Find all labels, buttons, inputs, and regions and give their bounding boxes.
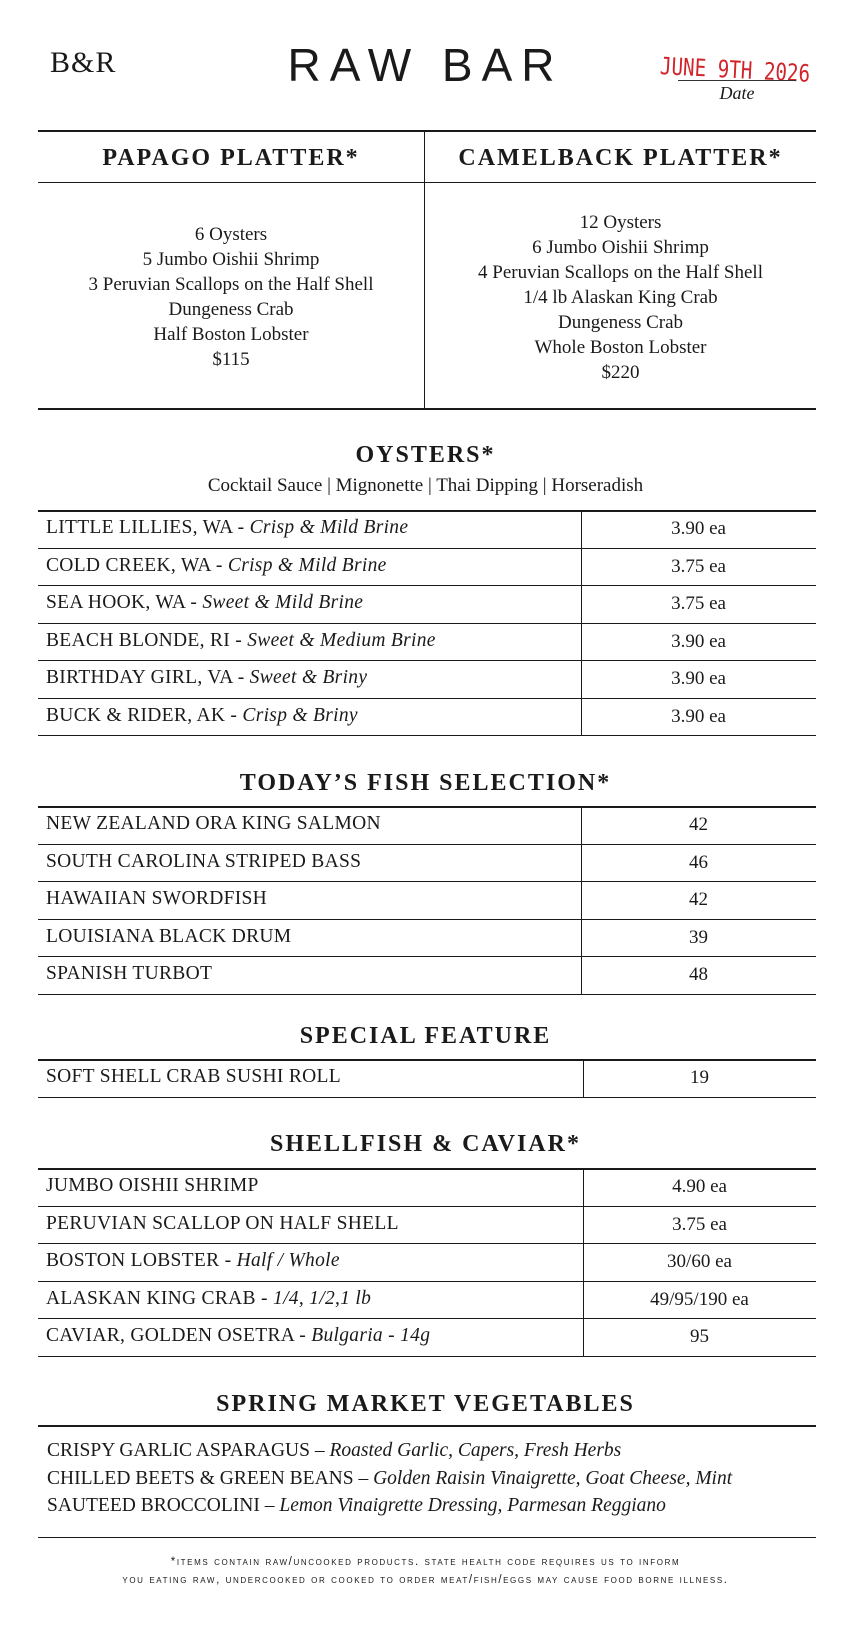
fish-item-name xyxy=(46,851,361,873)
item-name: BUCK & RIDER, AK xyxy=(46,704,226,726)
date-label: Date xyxy=(719,83,755,103)
item-description: Bulgaria - 14g xyxy=(311,1325,431,1346)
item-description: Half / Whole xyxy=(236,1250,340,1271)
item-separator: – xyxy=(309,1440,330,1461)
fish-item-price: 42 xyxy=(689,814,708,835)
date-stamp: JUNE 9TH 2026 xyxy=(659,52,811,88)
special-top-rule xyxy=(38,1059,816,1061)
fish-row-rule xyxy=(38,844,816,845)
oysters-row-rule xyxy=(38,735,816,736)
platter-item: 6 Oysters xyxy=(194,224,268,245)
platter-item: Whole Boston Lobster xyxy=(534,337,707,358)
item-name: SOFT SHELL CRAB SUSHI ROLL xyxy=(46,1066,341,1087)
item-description: Sweet & Medium Brine xyxy=(247,629,436,651)
footer-disclaimer-line-1: *items contain raw/uncooked products. state health code requires us to inform xyxy=(170,1556,681,1568)
platters-top-rule xyxy=(38,130,816,132)
item-name: CHILLED BEETS & GREEN BEANS xyxy=(47,1467,354,1489)
platter-item: 3 Peruvian Scallops on the Half Shell xyxy=(88,274,374,295)
shellfish-row-rule xyxy=(38,1356,816,1357)
item-name: COLD CREEK, WA xyxy=(46,554,211,576)
oysters-sauces: Cocktail Sauce | Mignonette | Thai Dipping | Horseradish xyxy=(207,475,644,496)
item-description: Crisp & Mild Brine xyxy=(227,554,387,576)
vegetables-top-rule xyxy=(38,1425,816,1427)
item-separator: - xyxy=(219,1250,237,1271)
item-name: SEA HOOK, WA xyxy=(46,592,186,613)
shellfish-row-rule xyxy=(38,1318,816,1319)
oysters-item-name xyxy=(46,667,367,689)
item-name: ALASKAN KING CRAB xyxy=(46,1287,256,1309)
shellfish-item-price: 3.75 ea xyxy=(672,1213,727,1235)
shellfish-item-name xyxy=(46,1325,430,1347)
shellfish-item-name xyxy=(46,1213,399,1235)
footer-disclaimer-line-2: you eating raw, undercooked or cooked to order meat/fish/eggs may cause food borne illness. xyxy=(122,1574,729,1586)
vegetable-item xyxy=(47,1495,666,1517)
item-name: JUMBO OISHII SHRIMP xyxy=(46,1175,259,1196)
item-name: BIRTHDAY GIRL, VA xyxy=(46,667,233,688)
item-description: Roasted Garlic, Capers, Fresh Herbs xyxy=(329,1440,622,1461)
item-separator: - xyxy=(255,1287,274,1309)
oysters-item-price: 3.90 ea xyxy=(671,518,726,539)
item-name: NEW ZEALAND ORA KING SALMON xyxy=(46,813,381,834)
fish-item-price: 46 xyxy=(689,851,708,873)
shellfish-item-name xyxy=(46,1288,371,1310)
fish-item-name xyxy=(46,963,212,985)
platter-item: Half Boston Lobster xyxy=(153,324,309,345)
fish-item-name xyxy=(46,813,381,835)
item-separator: - xyxy=(232,517,250,538)
fish-item-price: 42 xyxy=(689,889,708,910)
fish-item-price: 39 xyxy=(689,926,708,948)
item-separator: - xyxy=(230,629,248,651)
fish-item-name xyxy=(46,888,267,910)
item-description: Sweet & Mild Brine xyxy=(202,592,364,613)
platter-papago-items xyxy=(38,222,424,372)
fish-row-rule xyxy=(38,881,816,882)
oysters-title: OYSTERS* xyxy=(355,442,496,468)
platter-item: Dungeness Crab xyxy=(557,312,684,333)
fish-column-divider xyxy=(581,807,582,995)
oysters-item-price: 3.75 ea xyxy=(671,555,726,577)
oysters-item-name xyxy=(46,630,436,652)
shellfish-column-divider xyxy=(583,1169,584,1357)
fish-top-rule xyxy=(38,806,816,808)
oysters-row-rule xyxy=(38,698,816,699)
fish-item-price: 48 xyxy=(689,964,708,985)
platter-item: 12 Oysters xyxy=(579,212,662,233)
item-description: Crisp & Briny xyxy=(242,704,358,726)
item-description: Golden Raisin Vinaigrette, Goat Cheese, Mint xyxy=(373,1467,733,1489)
platter-item: 5 Jumbo Oishii Shrimp xyxy=(142,249,320,270)
vegetable-item xyxy=(47,1440,621,1462)
fish-row-rule xyxy=(38,919,816,920)
shellfish-item-price: 30/60 ea xyxy=(667,1251,732,1272)
platter-item: 4 Peruvian Scallops on the Half Shell xyxy=(478,262,763,283)
item-separator: - xyxy=(185,592,203,613)
item-name: BEACH BLONDE, RI xyxy=(46,629,231,651)
oysters-item-name xyxy=(46,705,358,727)
platters-bottom-rule xyxy=(38,408,816,410)
oysters-item-price: 3.90 ea xyxy=(671,668,726,689)
logo: B&R xyxy=(50,46,117,79)
vegetables-title: SPRING MARKET VEGETABLES xyxy=(216,1391,635,1417)
platter-name-camelback: CAMELBACK PLATTER* xyxy=(458,145,783,171)
oysters-row-rule xyxy=(38,548,816,549)
shellfish-row-rule xyxy=(38,1243,816,1244)
shellfish-item-name xyxy=(46,1175,259,1197)
shellfish-row-rule xyxy=(38,1281,816,1282)
shellfish-item-price: 4.90 ea xyxy=(672,1176,727,1197)
item-name: LITTLE LILLIES, WA xyxy=(46,517,233,538)
oysters-column-divider xyxy=(581,511,582,736)
special-item-price: 19 xyxy=(690,1067,709,1088)
oysters-item-name xyxy=(46,517,408,539)
oysters-row-rule xyxy=(38,585,816,586)
fish-row-rule xyxy=(38,994,816,995)
item-description: Lemon Vinaigrette Dressing, Parmesan Reggiano xyxy=(279,1495,666,1516)
oysters-row-rule xyxy=(38,623,816,624)
shellfish-item-price: 49/95/190 ea xyxy=(650,1288,749,1310)
platter-price: $220 xyxy=(601,362,640,383)
oysters-item-name xyxy=(46,555,387,577)
item-description: Crisp & Mild Brine xyxy=(249,517,409,538)
platter-name-papago: PAPAGO PLATTER* xyxy=(102,145,360,171)
item-name: CRISPY GARLIC ASPARAGUS xyxy=(47,1440,310,1461)
platter-item: 1/4 lb Alaskan King Crab xyxy=(523,287,718,308)
oysters-item-price: 3.90 ea xyxy=(671,630,726,652)
item-name: HAWAIIAN SWORDFISH xyxy=(46,888,268,909)
date-underline xyxy=(678,80,796,81)
oysters-row-rule xyxy=(38,660,816,661)
platter-item: Dungeness Crab xyxy=(168,299,294,320)
special-column-divider xyxy=(583,1060,584,1098)
oysters-item-name xyxy=(46,592,363,614)
item-description: 1/4, 1/2,1 lb xyxy=(273,1287,372,1309)
oysters-item-price: 3.75 ea xyxy=(671,593,726,614)
item-name: SPANISH TURBOT xyxy=(46,963,213,984)
platter-camelback-items xyxy=(425,210,816,385)
shellfish-top-rule xyxy=(38,1168,816,1170)
shellfish-row-rule xyxy=(38,1206,816,1207)
oysters-item-price: 3.90 ea xyxy=(671,705,726,727)
item-name: BOSTON LOBSTER xyxy=(46,1250,220,1271)
platters-head-rule xyxy=(38,182,816,183)
item-description: Sweet & Briny xyxy=(249,667,368,688)
item-name: SOUTH CAROLINA STRIPED BASS xyxy=(46,850,362,872)
special-row-rule xyxy=(38,1097,816,1098)
item-name: LOUISIANA BLACK DRUM xyxy=(46,925,292,947)
platter-item: 6 Jumbo Oishii Shrimp xyxy=(532,237,709,258)
item-separator: – xyxy=(353,1467,374,1489)
item-separator: - xyxy=(232,667,250,688)
platter-price: $115 xyxy=(212,349,250,370)
item-name: SAUTEED BROCCOLINI xyxy=(47,1495,260,1516)
item-separator: - xyxy=(210,554,228,576)
item-separator: - xyxy=(294,1325,312,1346)
fish-item-name xyxy=(46,926,291,948)
special-item-name xyxy=(46,1066,341,1088)
special-title: SPECIAL FEATURE xyxy=(299,1023,552,1049)
page-title: RAW BAR xyxy=(287,39,564,91)
item-name: CAVIAR, GOLDEN OSETRA xyxy=(46,1325,295,1346)
item-separator: - xyxy=(225,704,243,726)
vegetable-item xyxy=(47,1468,732,1490)
shellfish-item-price: 95 xyxy=(690,1326,709,1347)
fish-row-rule xyxy=(38,956,816,957)
oysters-top-rule xyxy=(38,510,816,512)
shellfish-title: SHELLFISH & CAVIAR* xyxy=(270,1131,581,1157)
shellfish-item-name xyxy=(46,1250,340,1272)
vegetables-bottom-rule xyxy=(38,1537,816,1538)
item-separator: – xyxy=(259,1495,280,1516)
fish-title: TODAY’S FISH SELECTION* xyxy=(239,770,612,796)
item-name: PERUVIAN SCALLOP ON HALF SHELL xyxy=(46,1212,399,1234)
